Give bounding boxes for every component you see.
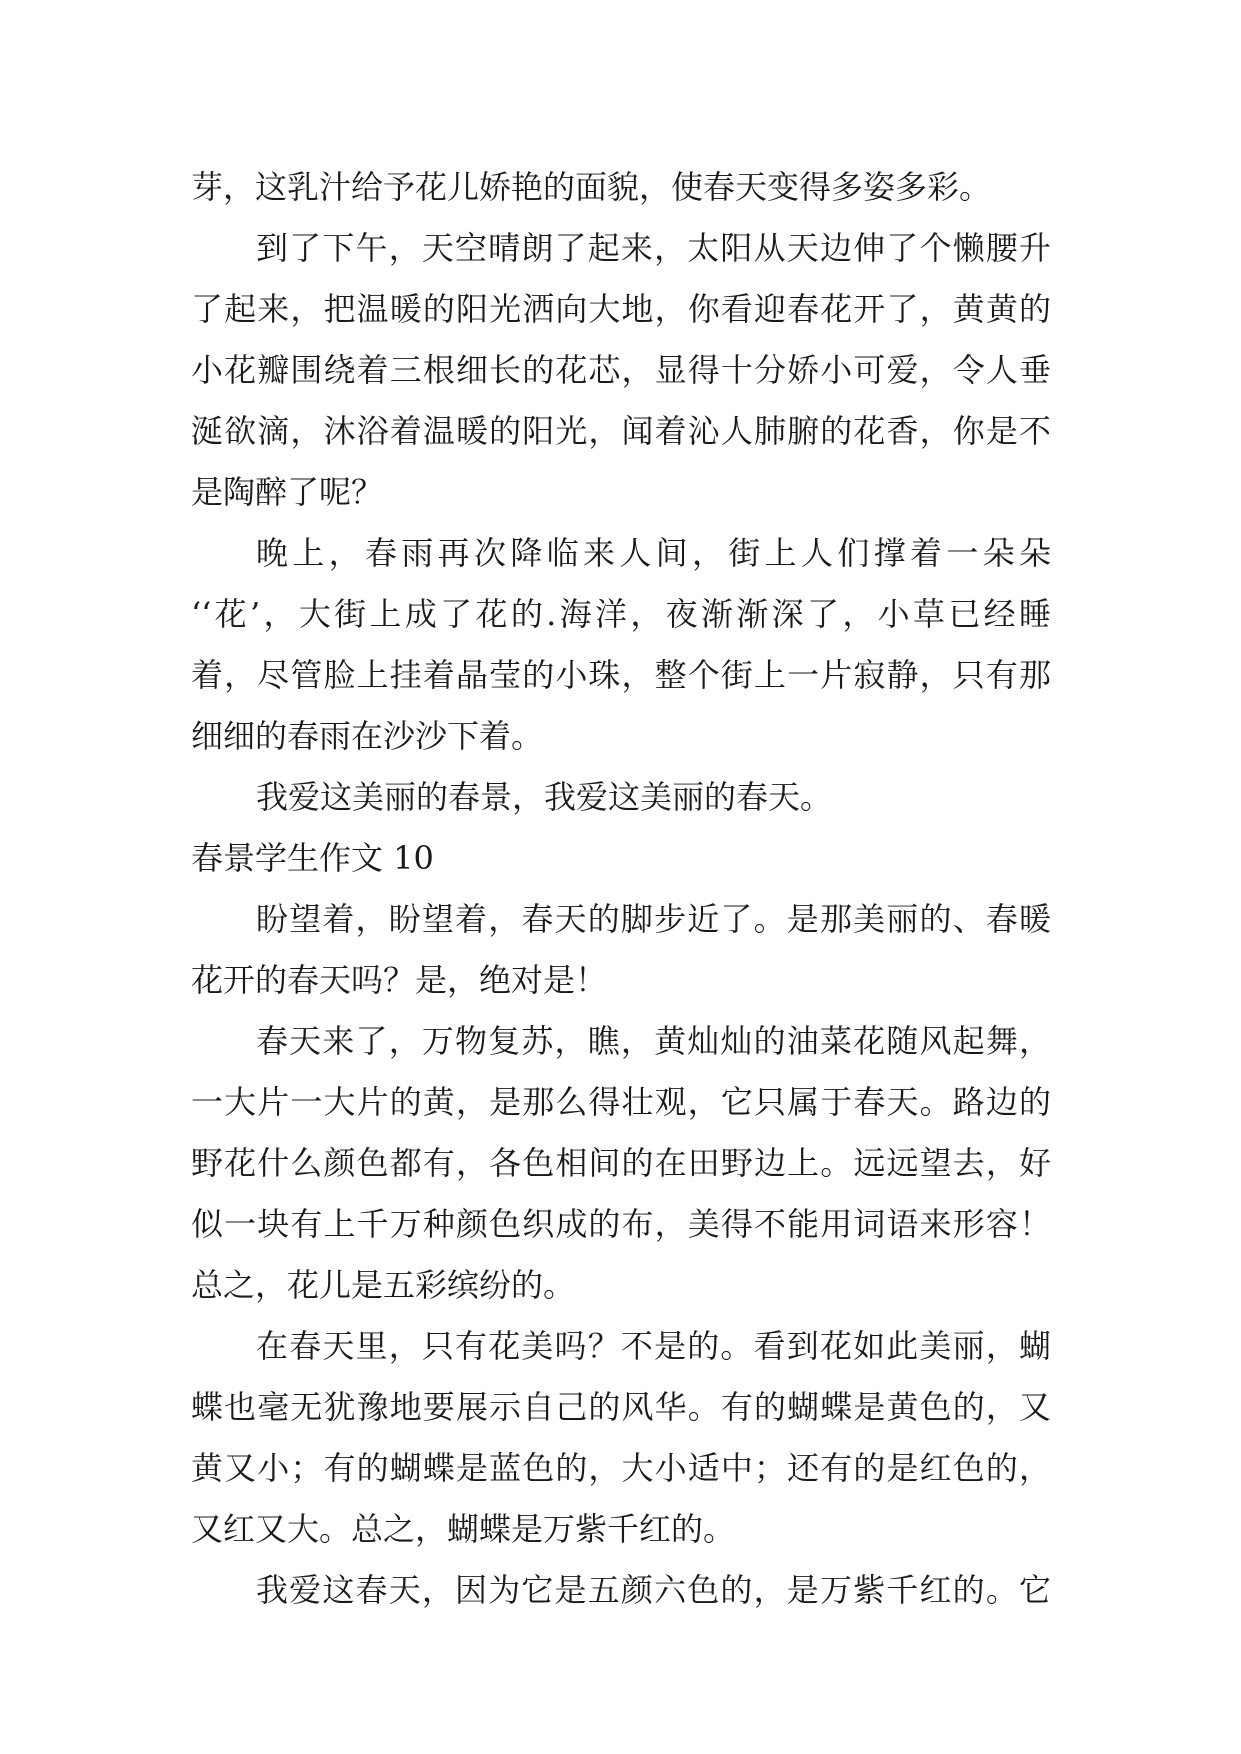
- text-line: 涎欲滴，沐浴着温暖的阳光，闻着沁人肺腑的花香，你是不: [191, 412, 1051, 450]
- text-line: 了起来，把温暖的阳光洒向大地，你看迎春花开了，黄黄的: [191, 290, 1051, 328]
- paragraph-start-line: 春天来了，万物复苏，瞧，黄灿灿的油菜花随风起舞，: [256, 1022, 1051, 1060]
- paragraph-start-line: 晚上，春雨再次降临来人间，街上人们撑着一朵朵: [256, 534, 1051, 572]
- text-line: 似一块有上千万种颜色织成的布，美得不能用词语来形容！: [191, 1205, 1051, 1243]
- text-line: 是陶醉了呢？: [191, 473, 384, 511]
- text-line: 小花瓣围绕着三根细长的花芯，显得十分娇小可爱，令人垂: [191, 351, 1051, 389]
- text-line: 花开的春天吗？是，绝对是！: [191, 961, 608, 999]
- text-line: 着，尽管脸上挂着晶莹的小珠，整个街上一片寂静，只有那: [191, 656, 1051, 694]
- paragraph-start-line: 我爱这春天，因为它是五颜六色的，是万紫千红的。它: [256, 1571, 1051, 1609]
- text-line: 野花什么颜色都有，各色相间的在田野边上。远远望去，好: [191, 1144, 1051, 1182]
- text-line: 芽，这乳汁给予花儿娇艳的面貌，使春天变得多姿多彩。: [191, 168, 992, 206]
- paragraph-start-line: 在春天里，只有花美吗？不是的。看到花如此美丽，蝴: [256, 1327, 1051, 1365]
- text-line: 总之，花儿是五彩缤纷的。: [191, 1266, 576, 1304]
- text-line: ‘‘花’，大街上成了花的.海洋，夜渐渐深了，小草已经睡: [191, 595, 1051, 633]
- paragraph-start-line: 到了下午，天空晴朗了起来，太阳从天边伸了个懒腰升: [256, 229, 1051, 267]
- paragraph-start-line: 盼望着，盼望着，春天的脚步近了。是那美丽的、春暖: [256, 900, 1051, 938]
- text-line: 细细的春雨在沙沙下着。: [191, 717, 544, 755]
- text-line: 黄又小；有的蝴蝶是蓝色的，大小适中；还有的是红色的，: [191, 1449, 1051, 1487]
- paragraph-start-line: 我爱这美丽的春景，我爱这美丽的春天。: [256, 778, 833, 816]
- text-line: 又红又大。总之，蝴蝶是万紫千红的。: [191, 1510, 736, 1548]
- text-line: 蝶也毫无犹豫地要展示自己的风华。有的蝴蝶是黄色的，又: [191, 1388, 1051, 1426]
- text-line: 一大片一大片的黄，是那么得壮观，它只属于春天。路边的: [191, 1083, 1051, 1121]
- section-heading: 春景学生作文 10: [191, 839, 434, 877]
